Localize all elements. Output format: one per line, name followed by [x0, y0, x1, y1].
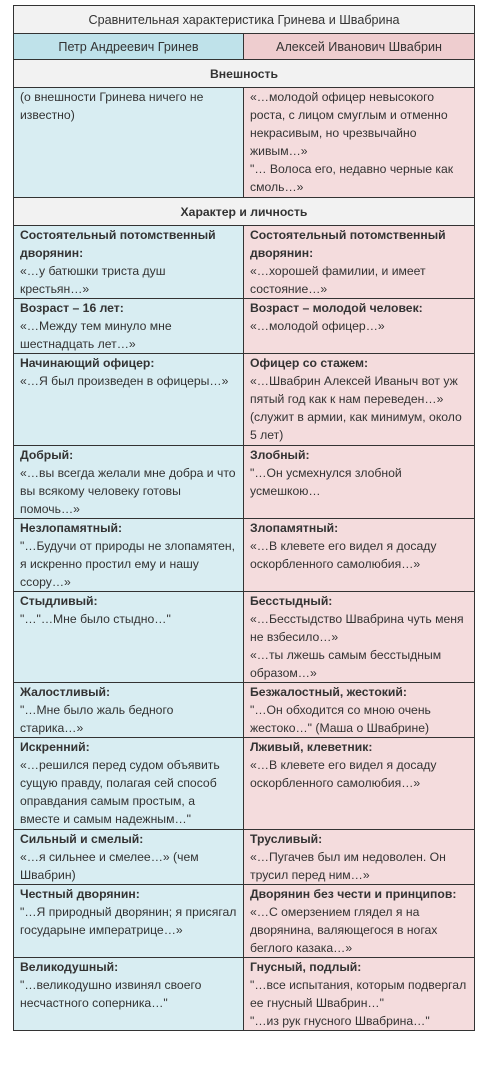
trait-title: Состоятельный потомственный дворянин:	[20, 228, 216, 260]
trait-title: Трусливый:	[250, 832, 323, 846]
trait-grinev	[14, 354, 244, 446]
trait-grinev	[14, 738, 244, 830]
trait-title: Возраст – 16 лет:	[20, 301, 124, 315]
trait-quote: "…Я природный дворянин; я присягал государыне императрице…»	[20, 905, 237, 937]
trait-shvabrin	[244, 885, 475, 958]
appearance-shvabrin-text-2: "… Волоса его, недавно черные как смоль…»	[250, 162, 454, 194]
trait-title: Великодушный:	[20, 960, 119, 974]
trait-shvabrin	[244, 683, 475, 738]
trait-shvabrin	[244, 592, 475, 683]
trait-title: Возраст – молодой человек:	[250, 301, 423, 315]
trait-quote: «…В клевете его видел я досаду оскорбленного самолюбия…»	[250, 758, 437, 790]
section-character: Характер и личность	[14, 198, 475, 226]
trait-title: Злопамятный:	[250, 521, 339, 535]
header-shvabrin: Алексей Иванович Швабрин	[244, 34, 475, 60]
trait-shvabrin	[244, 830, 475, 885]
trait-grinev	[14, 226, 244, 299]
header-grinev: Петр Андреевич Гринев	[14, 34, 244, 60]
trait-title: Начинающий офицер:	[20, 356, 155, 370]
trait-title: Честный дворянин:	[20, 887, 140, 901]
trait-title: Искренний:	[20, 740, 90, 754]
table-title: Сравнительная характеристика Гринева и Швабрина	[14, 6, 475, 34]
trait-quote: «…вы всегда желали мне добра и что вы всякому человеку готовы помочь…»	[20, 466, 236, 516]
trait-title: Злобный:	[250, 448, 310, 462]
trait-shvabrin	[244, 299, 475, 354]
trait-title: Жалостливый:	[20, 685, 111, 699]
trait-title: Офицер со стажем:	[250, 356, 369, 370]
trait-grinev	[14, 299, 244, 354]
trait-quote: «…С омерзением глядел я на дворянина, валяющегося в ногах беглого казака…»	[250, 905, 438, 955]
trait-title: Бесстыдный:	[250, 594, 333, 608]
trait-quote: «…Между тем минуло мне шестнадцать лет…»	[20, 319, 172, 351]
trait-quote: «…Пугачев был им недоволен. Он трусил перед ним…»	[250, 850, 446, 882]
trait-grinev	[14, 958, 244, 1031]
trait-grinev	[14, 683, 244, 738]
appearance-grinev-text: (о внешности Гринева ничего не известно)	[20, 90, 204, 122]
section-appearance: Внешность	[14, 60, 475, 88]
trait-shvabrin	[244, 446, 475, 519]
trait-title: Стыдливый:	[20, 594, 98, 608]
trait-quote: "…Будучи от природы не злопамятен, я искренно простил ему и нашу ссору…»	[20, 539, 235, 589]
trait-quote: «…хорошей фамилии, и имеет состояние…»	[250, 264, 426, 296]
trait-title: Лживый, клеветник:	[250, 740, 373, 754]
trait-shvabrin	[244, 354, 475, 446]
trait-shvabrin	[244, 226, 475, 299]
trait-quote: "…великодушно извинял своего несчастного соперника…"	[20, 978, 202, 1010]
trait-quote: «…Бесстыдство Швабрина чуть меня не взбесило…»	[250, 612, 464, 644]
trait-quote: "…все испытания, которым подвергал ее гнусный Швабрин…"	[250, 978, 467, 1010]
trait-title: Незлопамятный:	[20, 521, 123, 535]
trait-grinev	[14, 885, 244, 958]
trait-quote: "…Мне было жаль бедного старика…»	[20, 703, 174, 735]
trait-quote: «…я сильнее и смелее…» (чем Швабрин)	[20, 850, 199, 882]
appearance-grinev	[14, 88, 244, 198]
trait-quote: «…В клевете его видел я досаду оскорбленного самолюбия…»	[250, 539, 437, 571]
trait-title: Безжалостный, жестокий:	[250, 685, 407, 699]
appearance-shvabrin	[244, 88, 475, 198]
trait-quote: "…"…Мне было стыдно…"	[20, 612, 171, 626]
trait-title: Дворянин без чести и принципов:	[250, 887, 457, 901]
appearance-shvabrin-text-1: «…молодой офицер невысокого роста, с лицом смуглым и отменно некрасивым, но чрезвычайно живым…»	[250, 90, 448, 158]
trait-quote: «…ты лжешь самым бесстыдным образом…»	[250, 648, 442, 680]
trait-quote: «…у батюшки триста душ крестьян…»	[20, 264, 166, 296]
trait-title: Добрый:	[20, 448, 74, 462]
trait-shvabrin	[244, 519, 475, 592]
trait-shvabrin	[244, 738, 475, 830]
trait-quote: «…молодой офицер…»	[250, 319, 385, 333]
trait-shvabrin	[244, 958, 475, 1031]
trait-quote: «…решился перед судом объявить сущую правду, полагая сей способ оправдания самым простым, а вместе и самым надежным…"	[20, 758, 220, 826]
trait-quote: "…Он обходится со мною очень жестоко…" (Маша о Швабрине)	[250, 703, 431, 735]
trait-quote: «…Швабрин Алексей Иваныч вот уж пятый год как к нам переведен…» (служит в армии, как минимум, около 5 лет)	[250, 374, 462, 442]
trait-grinev	[14, 830, 244, 885]
trait-quote: "…Он усмехнулся злобной усмешкою…	[250, 466, 402, 498]
comparison-table	[13, 5, 475, 1031]
trait-title: Состоятельный потомственный дворянин:	[250, 228, 446, 260]
trait-grinev	[14, 519, 244, 592]
trait-quote: «…Я был произведен в офицеры…»	[20, 374, 229, 388]
trait-quote: "…из рук гнусного Швабрина…"	[250, 1014, 430, 1028]
trait-grinev	[14, 446, 244, 519]
trait-title: Сильный и смелый:	[20, 832, 144, 846]
trait-grinev	[14, 592, 244, 683]
trait-title: Гнусный, подлый:	[250, 960, 362, 974]
